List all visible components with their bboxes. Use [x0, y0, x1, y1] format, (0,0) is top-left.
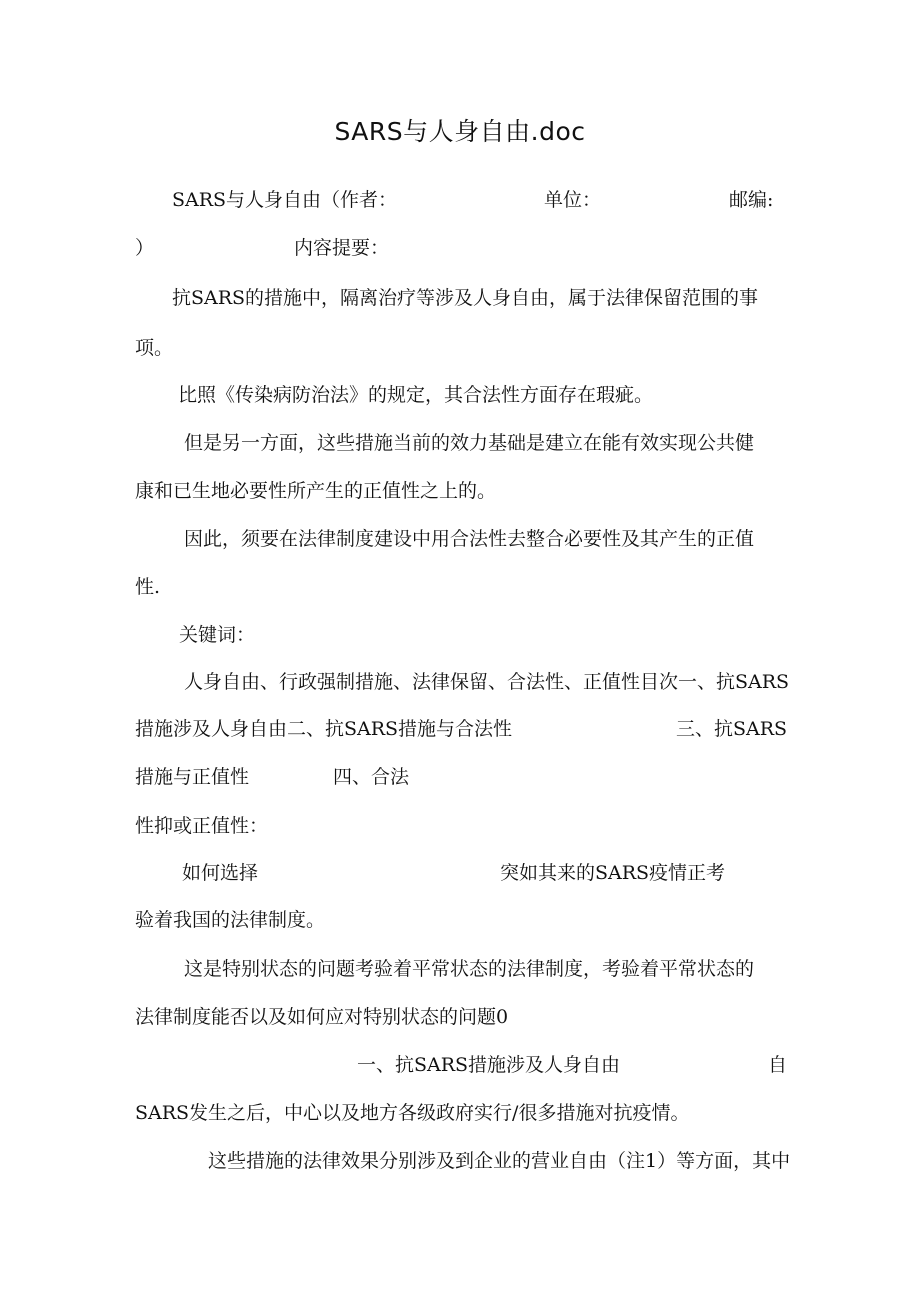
abstract-paragraph-1-line-1: 抗SARS的措施中，隔离治疗等涉及人身自由，属于法律保留范围的事 — [172, 287, 759, 309]
abstract-paragraph-4-line-1: 因此，须要在法律制度建设中用合法性去整合必要性及其产生的正值 — [184, 528, 755, 550]
author-label: SARS与人身自由（作者： — [172, 189, 398, 211]
unit-label: 单位： — [544, 189, 602, 211]
abstract-label: 内容提要： — [294, 237, 390, 259]
keywords-line-2-right: 三、抗SARS — [676, 718, 788, 740]
choice-text-left: 如何选择 — [182, 862, 259, 884]
keywords-label: 关键词： — [179, 624, 256, 646]
section-1-line-2: 这些措施的法律效果分别涉及到企业的营业自由（注1）等方面，其中 — [208, 1150, 791, 1172]
abstract-paragraph-4-line-2: 性. — [135, 576, 161, 598]
abstract-paragraph-3-line-2: 康和已生地必要性所产生的正值性之上的。 — [135, 480, 497, 502]
section-1-line-1: SARS发生之后，中心以及地方各级政府实行/很多措施对抗疫情。 — [135, 1102, 690, 1124]
section-1-heading-right: 自 — [768, 1054, 788, 1076]
zip-label: 邮编: — [729, 189, 774, 211]
abstract-paragraph-2: 比照《传染病防治法》的规定，其合法性方面存在瑕疵。 — [178, 384, 654, 406]
keywords-line-4: 性抑或正值性： — [135, 815, 269, 837]
body-paragraph-1-line-1: 这是特别状态的问题考验着平常状态的法律制度，考验着平常状态的 — [184, 958, 755, 980]
choice-text-right: 突如其来的SARS疫情正考 — [500, 862, 726, 884]
keywords-line-1: 人身自由、行政强制措施、法律保留、合法性、正值性目次一、抗SARS — [184, 671, 790, 693]
document-title: SARS与人身自由.doc — [334, 117, 586, 146]
keywords-line-2-left: 措施涉及人身自由二、抗SARS措施与合法性 — [135, 718, 513, 740]
body-paragraph-1-line-2: 法律制度能否以及如何应对特别状态的问题0 — [135, 1006, 509, 1028]
abstract-paragraph-1-line-2: 项。 — [135, 337, 174, 359]
choice-text-line-2: 验着我国的法律制度。 — [135, 909, 326, 931]
keywords-line-3-right: 四、合法 — [333, 766, 410, 788]
close-paren: ） — [135, 237, 155, 259]
keywords-line-3-left: 措施与正值性 — [135, 766, 250, 788]
abstract-paragraph-3-line-1: 但是另一方面，这些措施当前的效力基础是建立在能有效实现公共健 — [184, 432, 755, 454]
section-1-heading: 一、抗SARS措施涉及人身自由 — [357, 1054, 621, 1076]
